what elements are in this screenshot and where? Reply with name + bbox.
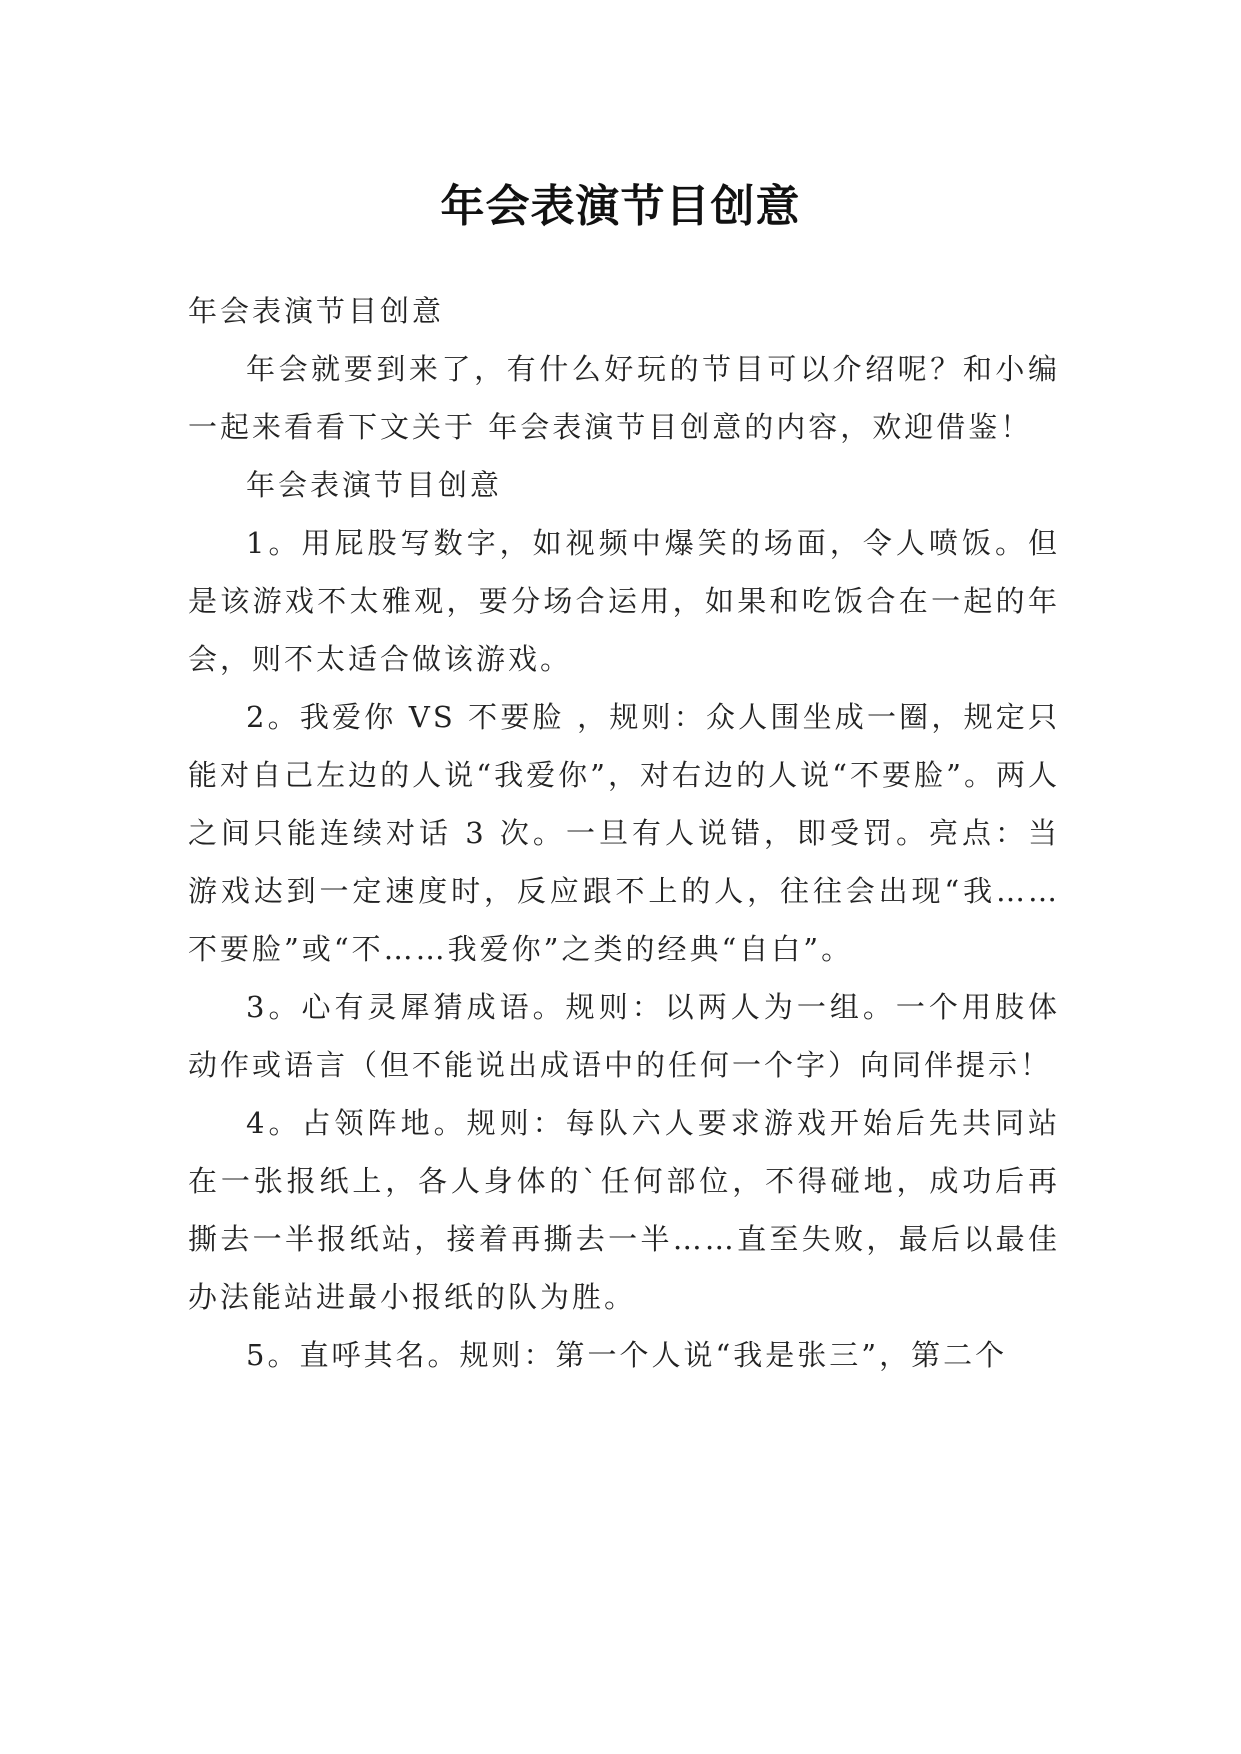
paragraph-section-heading: 年会表演节目创意 [246, 468, 503, 502]
paragraph-subtitle: 年会表演节目创意 [188, 294, 445, 328]
paragraph-item-2: 2。我爱你 VS 不要脸 ，规则：众人围坐成一圈，规定只能对自己左边的人说“我爱你”，对右边的人说“不要脸”。两人之间只能连续对话 3 次。一旦有人说错，即受罚。亮点：当游戏达到一定速度时，反应跟不上的人，往往会出现“我……不要脸”或“不……我爱你”之类的经典“自白”。 [188, 700, 1060, 966]
document-body [188, 282, 1060, 1384]
paragraph-intro: 年会就要到来了，有什么好玩的节目可以介绍呢？和小编一起来看看下文关于 年会表演节目创意的内容，欢迎借鉴！ [188, 352, 1060, 444]
paragraph-item-3: 3。心有灵犀猜成语。规则：以两人为一组。一个用肢体动作或语言（但不能说出成语中的任何一个字）向同伴提示！ [188, 990, 1060, 1082]
paragraph-item-4: 4。占领阵地。规则：每队六人要求游戏开始后先共同站在一张报纸上，各人身体的`任何部位，不得碰地，成功后再撕去一半报纸站，接着再撕去一半……直至失败，最后以最佳办法能站进最小报纸的队为胜。 [188, 1106, 1060, 1314]
paragraph-item-1: 1。用屁股写数字，如视频中爆笑的场面，令人喷饭。但是该游戏不太雅观，要分场合运用，如果和吃饭合在一起的年会，则不太适合做该游戏。 [188, 526, 1060, 676]
document-title: 年会表演节目创意 [440, 181, 801, 233]
paragraph-item-5: 5。直呼其名。规则：第一个人说“我是张三”，第二个 [246, 1338, 1008, 1372]
